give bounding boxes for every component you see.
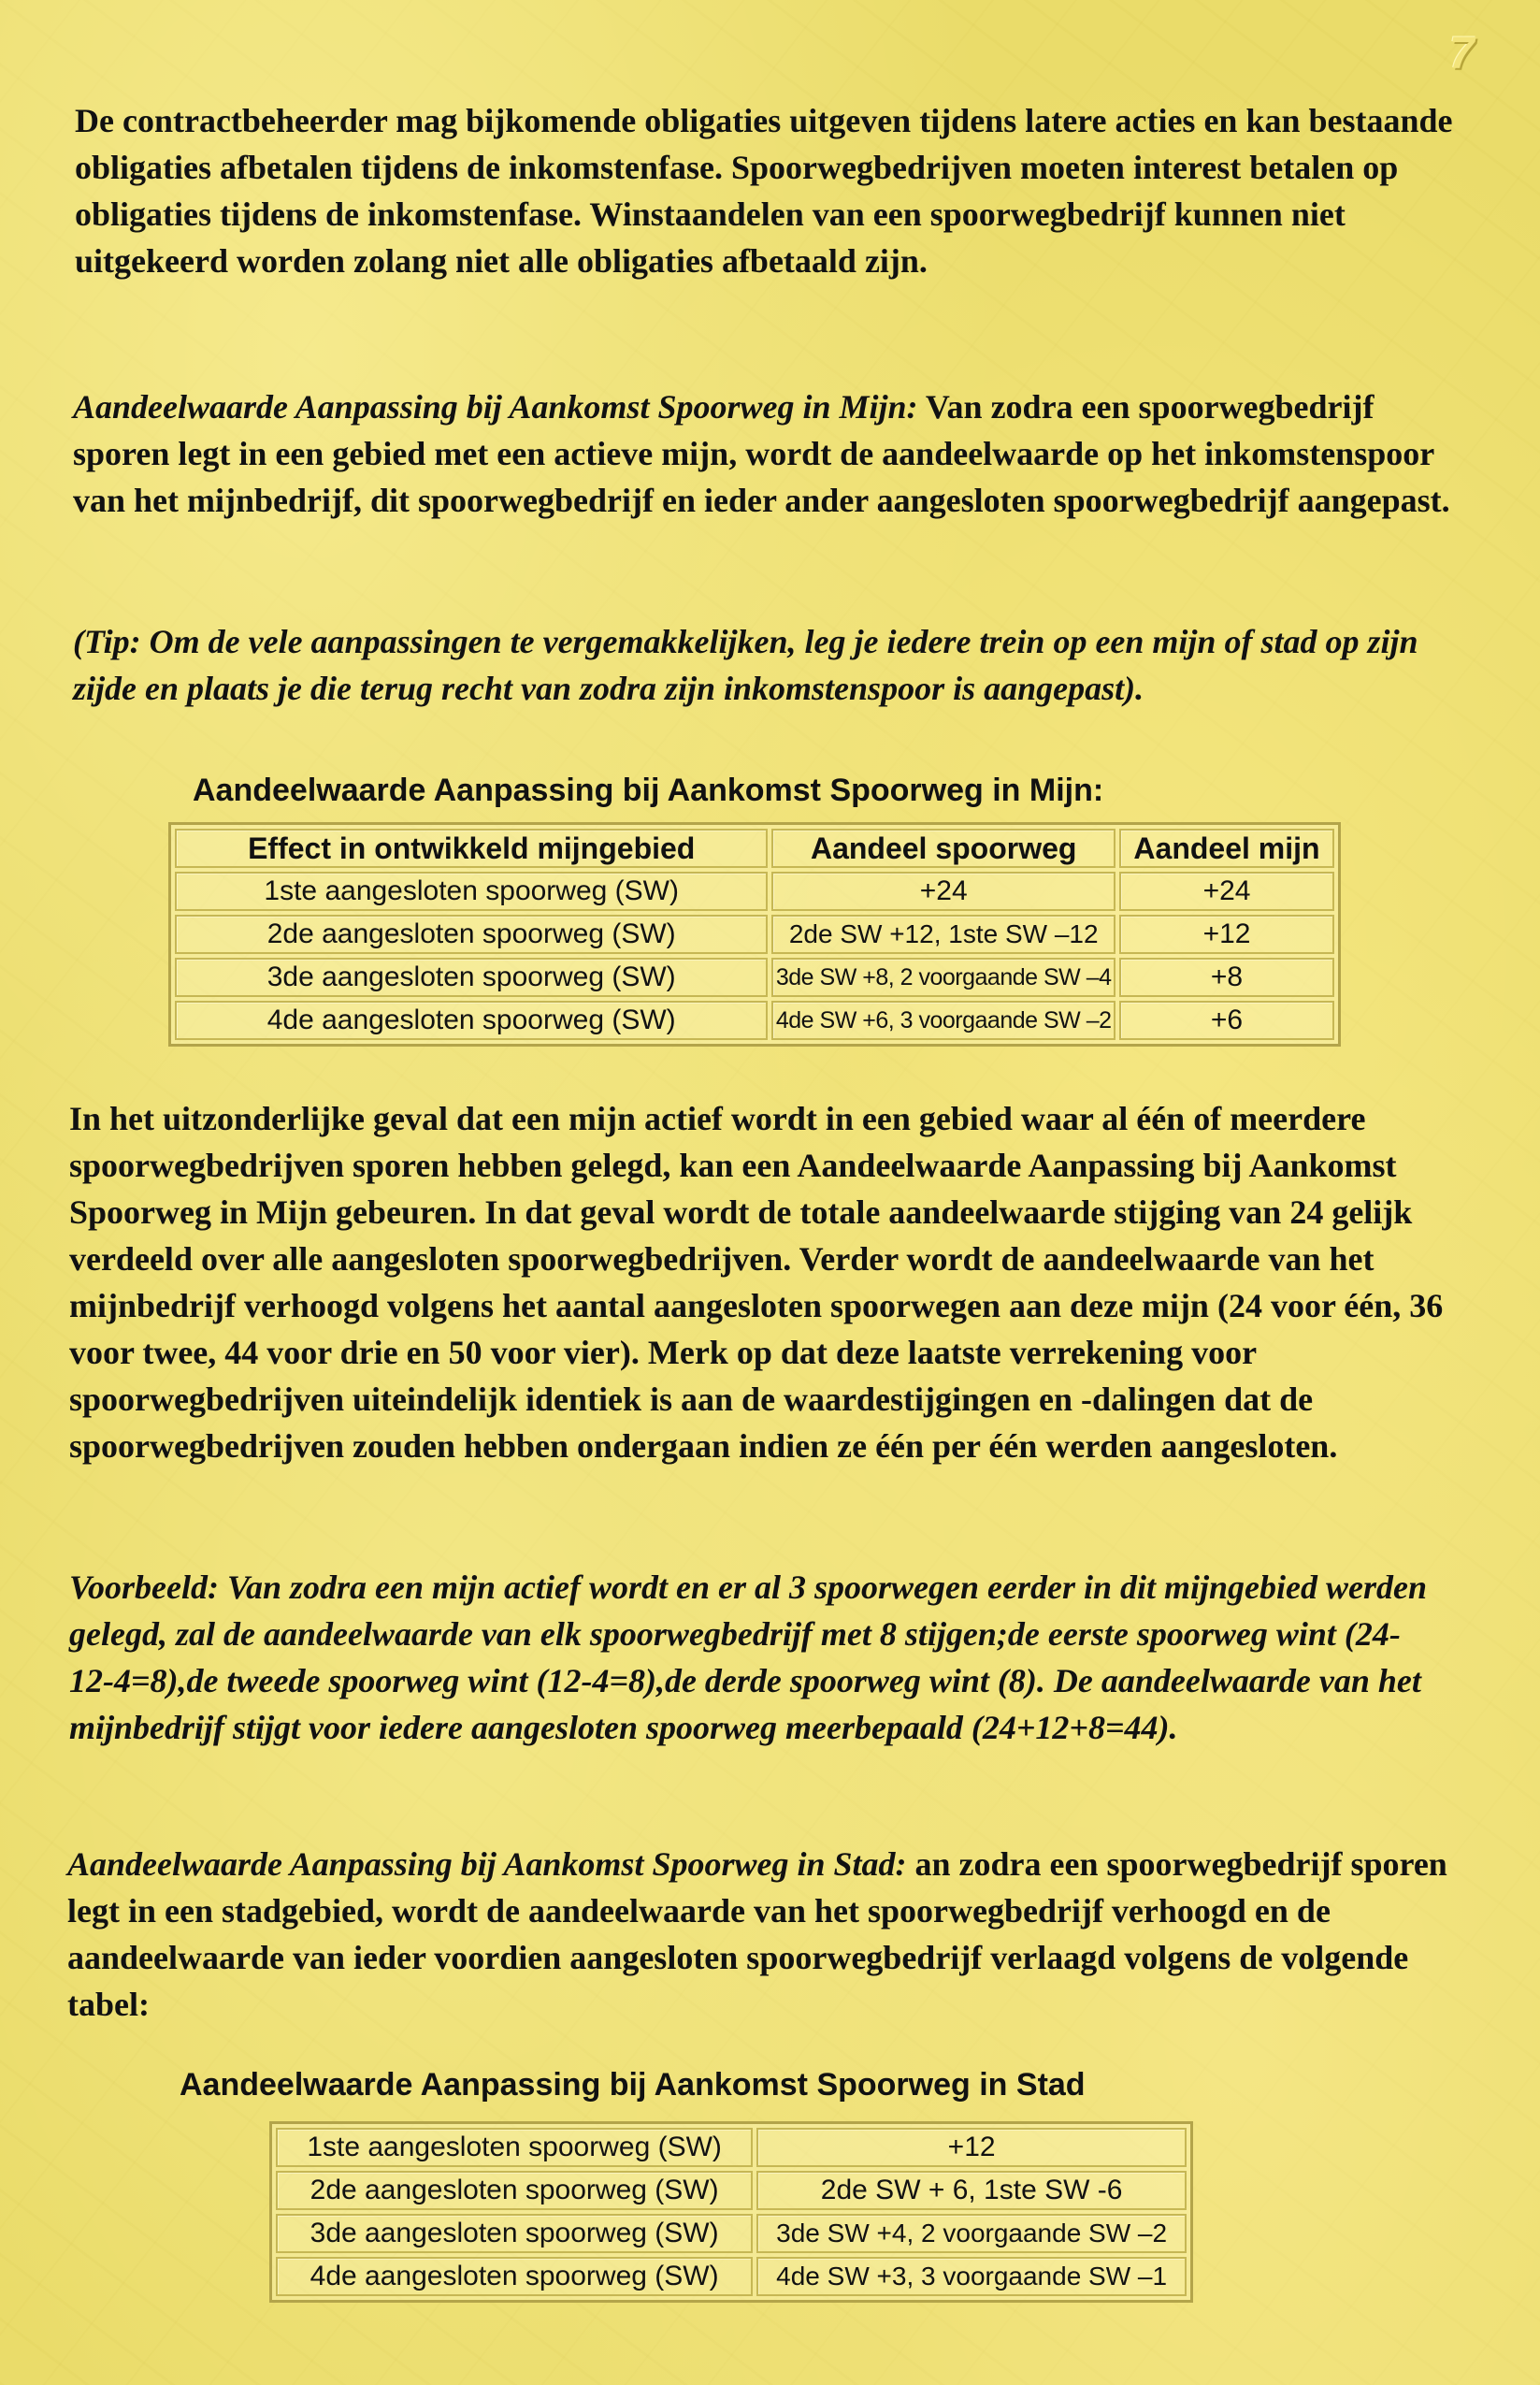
table-cell: +12 <box>756 2128 1187 2167</box>
table-cell: 1ste aangesloten spoorweg (SW) <box>175 872 768 911</box>
table-row <box>175 1001 1334 1040</box>
table-cell: 3de aangesloten spoorweg (SW) <box>175 958 768 997</box>
table-row <box>276 2128 1187 2167</box>
mine-adjustment-paragraph <box>73 383 1466 524</box>
table-header-row <box>175 829 1334 868</box>
example-paragraph: Voorbeeld: Van zodra een mijn actief wordt en er al 3 spoorwegen eerder in dit mijngebied werden gelegd, zal de aandeelwaarde van elk spoorwegbedrijf met 8 stijgen;de eerste spoorweg wint (24-12-4=8),de tweede spoorweg wint (12-4=8),de derde spoorweg wint (8). De aandeelwaarde van het mijnbedrijf stijgt voor iedere aangesloten spoorweg meerbepaald (24+12+8=44). <box>69 1568 1427 1746</box>
mine-table-title: Aandeelwaarde Aanpassing bij Aankomst Spoorweg in Mijn: <box>193 773 1104 808</box>
table-cell: 4de aangesloten spoorweg (SW) <box>175 1001 768 1040</box>
table-cell: 3de aangesloten spoorweg (SW) <box>276 2214 753 2253</box>
table-row <box>276 2214 1187 2253</box>
table-cell: +24 <box>1119 872 1334 911</box>
table-row <box>175 872 1334 911</box>
bonds-paragraph: De contractbeheerder mag bijkomende obligaties uitgeven tijdens latere acties en kan bestaande obligaties afbetalen tijdens de inkomstenfase. Spoorwegbedrijven moeten interest betalen op obligaties tijdens de inkomstenfase. Winstaandelen van een spoorwegbedrijf kunnen niet uitgekeerd worden zolang niet alle obligaties afbetaald zijn. <box>75 102 1453 280</box>
table-cell: 4de aangesloten spoorweg (SW) <box>276 2257 753 2296</box>
table-cell: +8 <box>1119 958 1334 997</box>
table-row <box>175 958 1334 997</box>
city-adjustment-paragraph <box>67 1841 1470 2028</box>
mine-adjustment-table <box>168 822 1341 1047</box>
mine-adjustment-body: Van zodra een spoorwegbedrijf sporen legt in een gebied met een actieve mijn, wordt de aandeelwaarde op het inkomstenspoor van het mijnbedrijf, dit spoorwegbedrijf en ieder ander aangesloten spoorwegbedrijf aangepast. <box>73 388 1450 519</box>
exception-paragraph: In het uitzonderlijke geval dat een mijn actief wordt in een gebied waar al één of meerdere spoorwegbedrijven sporen hebben gelegd, kan een Aandeelwaarde Aanpassing bij Aankomst Spoorweg in Mijn gebeuren. In dat geval wordt de totale aandeelwaarde stijging van 24 gelijk verdeeld over alle aangesloten spoorwegbedrijven. Verder wordt de aandeelwaarde van het mijnbedrijf verhoogd volgens het aantal aangesloten spoorwegen aan deze mijn (24 voor één, 36 voor twee, 44 voor drie en 50 voor vier). Merk op dat deze laatste verrekening voor spoorwegbedrijven uiteindelijk identiek is aan de waardestijgingen en -dalingen dat de spoorwegbedrijven zouden hebben ondergaan indien ze één per één werden aangesloten. <box>69 1100 1444 1465</box>
header-cell-effect: Effect in ontwikkeld mijngebied <box>175 829 768 868</box>
table-cell: +12 <box>1119 915 1334 954</box>
table-row <box>276 2171 1187 2210</box>
city-adjustment-heading: Aandeelwaarde Aanpassing bij Aankomst Spoorweg in Stad: <box>67 1845 907 1883</box>
table-cell: 3de SW +4, 2 voorgaande SW –2 <box>756 2214 1187 2253</box>
city-adjustment-table <box>269 2121 1193 2303</box>
table-row <box>276 2257 1187 2296</box>
header-cell-mine-share: Aandeel mijn <box>1119 829 1334 868</box>
table-cell: 4de SW +3, 3 voorgaande SW –1 <box>756 2257 1187 2296</box>
header-cell-railway-share: Aandeel spoorweg <box>771 829 1115 868</box>
table-cell: +6 <box>1119 1001 1334 1040</box>
table-cell: 3de SW +8, 2 voorgaande SW –4 <box>771 958 1115 997</box>
tip-paragraph: (Tip: Om de vele aanpassingen te vergemakkelijken, leg je iedere trein op een mijn of stad op zijn zijde en plaats je die terug recht van zodra zijn inkomstenspoor is aangepast). <box>73 623 1418 707</box>
mine-adjustment-heading: Aandeelwaarde Aanpassing bij Aankomst Spoorweg in Mijn: <box>73 388 918 426</box>
city-table-title: Aandeelwaarde Aanpassing bij Aankomst Spoorweg in Stad <box>180 2067 1086 2103</box>
table-row <box>175 915 1334 954</box>
table-cell: 2de SW +12, 1ste SW –12 <box>771 915 1115 954</box>
table-cell: 4de SW +6, 3 voorgaande SW –2 <box>771 1001 1115 1040</box>
city-adjustment-body: an zodra een spoorwegbedrijf sporen legt in een stadgebied, wordt de aandeelwaarde van het spoorwegbedrijf verhoogd en de aandeelwaarde van ieder voordien aangesloten spoorwegbedrijf verlaagd volgens de volgende tabel: <box>67 1845 1447 2023</box>
page-number: 7 <box>1449 29 1475 79</box>
table-cell: 1ste aangesloten spoorweg (SW) <box>276 2128 753 2167</box>
table-cell: 2de aangesloten spoorweg (SW) <box>276 2171 753 2210</box>
table-cell: 2de aangesloten spoorweg (SW) <box>175 915 768 954</box>
table-cell: 2de SW + 6, 1ste SW -6 <box>756 2171 1187 2210</box>
table-cell: +24 <box>771 872 1115 911</box>
